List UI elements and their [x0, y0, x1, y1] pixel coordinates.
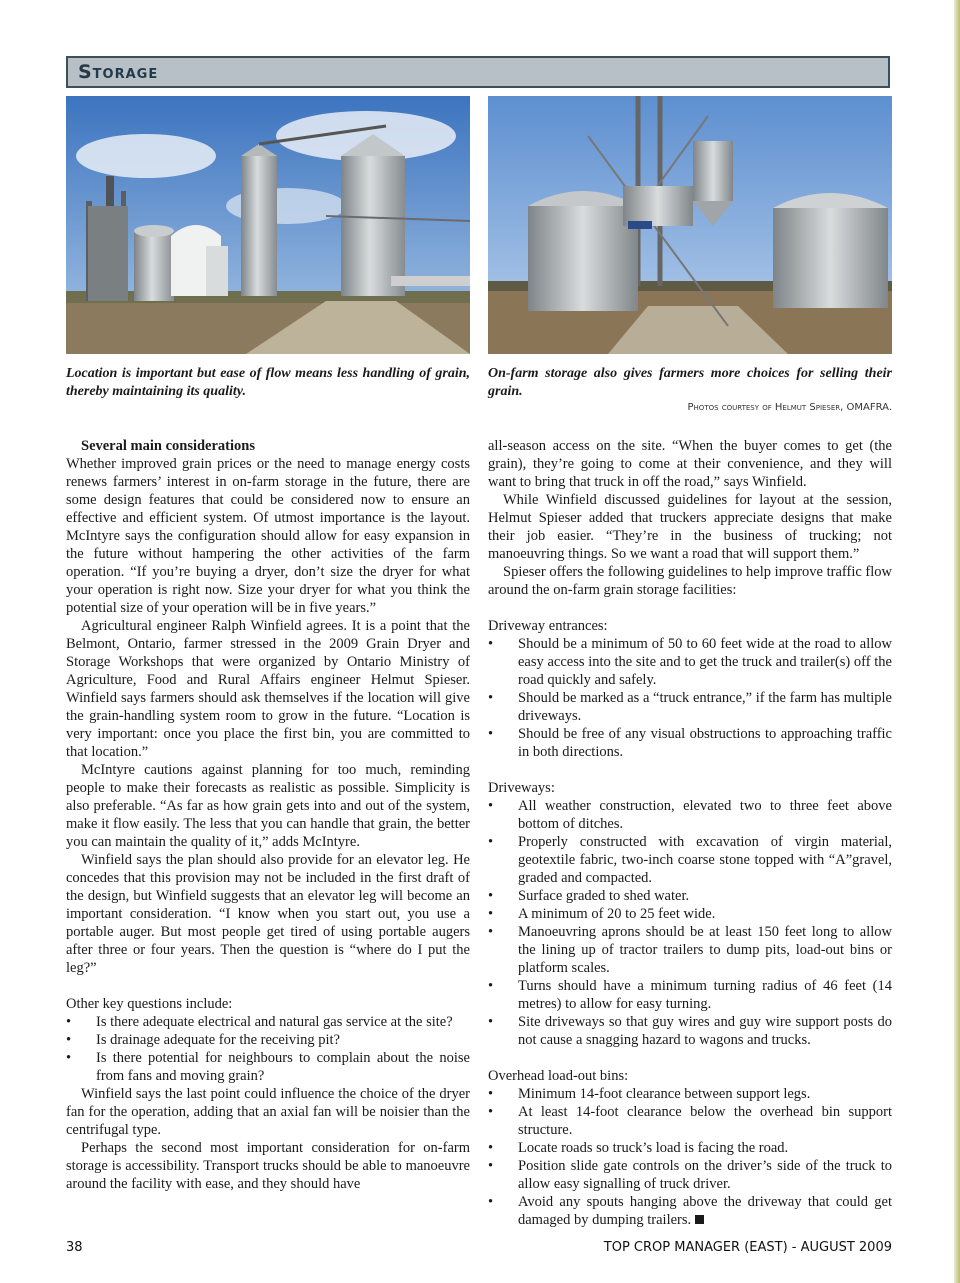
list-item: • Locate roads so truck’s load is facing the road.: [488, 1139, 892, 1157]
list-item: • Site driveways so that guy wires and guy wire support posts do not cause a snagging hazard to wagons and trucks.: [488, 1013, 892, 1049]
caption-left: Location is important but ease of flow means less handling of grain, thereby maintaining its quality.: [66, 366, 470, 399]
page-edge-strip: [954, 0, 960, 1283]
list-label: Other key questions include:: [66, 996, 233, 1012]
paragraph: Whether improved grain prices or the need to manage energy costs renews farmers’ interest in on-farm storage in the future, there are some design features that could be considered now to ensure an effective and efficient system. Of utmost importance is the layout. McIntyre says the configuration should allow for easy expansion in the future without hampering the other activities of the farm operation. “If you’re buying a dryer, don’t size the dryer for what your operation is right now. Size your dryer for what you think the potential size of your operation will be in five years.”: [66, 456, 470, 616]
caption-right: On-farm storage also gives farmers more choices for selling their grain.: [488, 366, 892, 399]
paragraph: Perhaps the second most important consideration for on-farm storage is accessibility. Transport trucks should be able to manoeuvre around the facility with ease, and they should have: [66, 1140, 470, 1192]
photo-credit: Photos courtesy of Helmut Spieser, OMAFRA.: [687, 402, 892, 413]
photo-right: [488, 96, 892, 354]
list-label: Driveways:: [488, 780, 555, 796]
list-item: • Surface graded to shed water.: [488, 887, 892, 905]
list-item: • All weather construction, elevated two to three feet above bottom of ditches.: [488, 797, 892, 833]
publication-footer: TOP CROP MANAGER (EAST) - AUGUST 2009: [603, 1240, 892, 1255]
list-item: • Position slide gate controls on the driver’s side of the truck to allow easy signalling of truck driver.: [488, 1157, 892, 1193]
list-item: • Turns should have a minimum turning radius of 46 feet (14 metres) to allow for easy turning.: [488, 977, 892, 1013]
driveways-list: [488, 797, 892, 1049]
photo-left-image: [66, 96, 470, 354]
list-item: • Should be free of any visual obstructions to approaching traffic in both directions.: [488, 725, 892, 761]
section-title: Storage: [78, 61, 159, 83]
paragraph: While Winfield discussed guidelines for layout at the session, Helmut Spieser added that truckers appreciate designs that make their job easier. “They’re in the business of trucking; not manoeuvring things. So we want a road that will support them.”: [488, 492, 892, 562]
list-item: • Is there adequate electrical and natural gas service at the site?: [66, 1013, 470, 1031]
list-item: • Should be a minimum of 50 to 60 feet wide at the road to allow easy access into the site and to get the truck and trailer(s) off the road quickly and safely.: [488, 635, 892, 689]
driveway-entrances-list: [488, 635, 892, 761]
list-item: • Should be marked as a “truck entrance,” if the farm has multiple driveways.: [488, 689, 892, 725]
section-banner: [66, 56, 890, 88]
list-item-text: Avoid any spouts hanging above the driveway that could get damaged by dumping trailers.: [518, 1194, 892, 1228]
paragraph: Spieser offers the following guidelines to help improve traffic flow around the on-farm grain storage facilities:: [488, 564, 892, 598]
overhead-bins-list: [488, 1085, 892, 1229]
paragraph: McIntyre cautions against planning for too much, reminding people to make their forecasts as realistic as possible. Simplicity is also preferable. “As far as how grain gets into and out of the system, make it flow easily. The less that you can handle that grain, the better you can maintain the quality of it,” adds McIntyre.: [66, 762, 470, 850]
list-item: [488, 1193, 892, 1229]
paragraph: Agricultural engineer Ralph Winfield agrees. It is a point that the Belmont, Ontario, farmer stressed in the 2009 Grain Dryer and Storage Workshops that were organized by Ontario Ministry of Agriculture, Food and Rural Affairs engineer Helmut Spieser. Winfield says farmers should ask themselves if the location will give the grain-handling system room to grow in the future. “Location is very important: once you place the first bin, you are committed to that location.”: [66, 618, 470, 760]
list-item: • At least 14-foot clearance below the overhead bin support structure.: [488, 1103, 892, 1139]
article-right-column: [488, 437, 892, 1229]
paragraph: all-season access on the site. “When the buyer comes to get (the grain), they’re going to come at their convenience, and they will want to bring that truck in off the road,” says Winfield.: [488, 438, 892, 490]
questions-list: [66, 1013, 470, 1085]
list-item: • Is drainage adequate for the receiving pit?: [66, 1031, 470, 1049]
page-number: 38: [66, 1240, 83, 1255]
list-label: Driveway entrances:: [488, 618, 608, 634]
list-item: • A minimum of 20 to 25 feet wide.: [488, 905, 892, 923]
subhead: Several main considerations: [81, 438, 255, 454]
paragraph: Winfield says the plan should also provide for an elevator leg. He concedes that this provision may not be included in the first draft of the design, but Winfield suggests that an elevator leg will become an important consideration. “I know when you start out, you use a portable auger. But most people get tired of using portable augers after three or four years. Then the question is “where do I put the leg?”: [66, 852, 470, 976]
end-mark-icon: [695, 1215, 704, 1224]
paragraph: Winfield says the last point could influence the choice of the dryer fan for the operation, adding that an axial fan will be noisier than the centrifugal type.: [66, 1086, 470, 1138]
list-item: • Manoeuvring aprons should be at least 150 feet long to allow the lining up of tractor trailers to dump pits, load-out bins or platform scales.: [488, 923, 892, 977]
article-left-column: [66, 437, 470, 1193]
list-item: • Properly constructed with excavation of virgin material, geotextile fabric, two-inch coarse stone topped with “A”gravel, graded and compacted.: [488, 833, 892, 887]
photo-left: [66, 96, 470, 354]
list-label: Overhead load-out bins:: [488, 1068, 629, 1084]
photo-right-image: [488, 96, 892, 354]
list-item: • Is there potential for neighbours to complain about the noise from fans and moving grain?: [66, 1049, 470, 1085]
list-item: • Minimum 14-foot clearance between support legs.: [488, 1085, 892, 1103]
